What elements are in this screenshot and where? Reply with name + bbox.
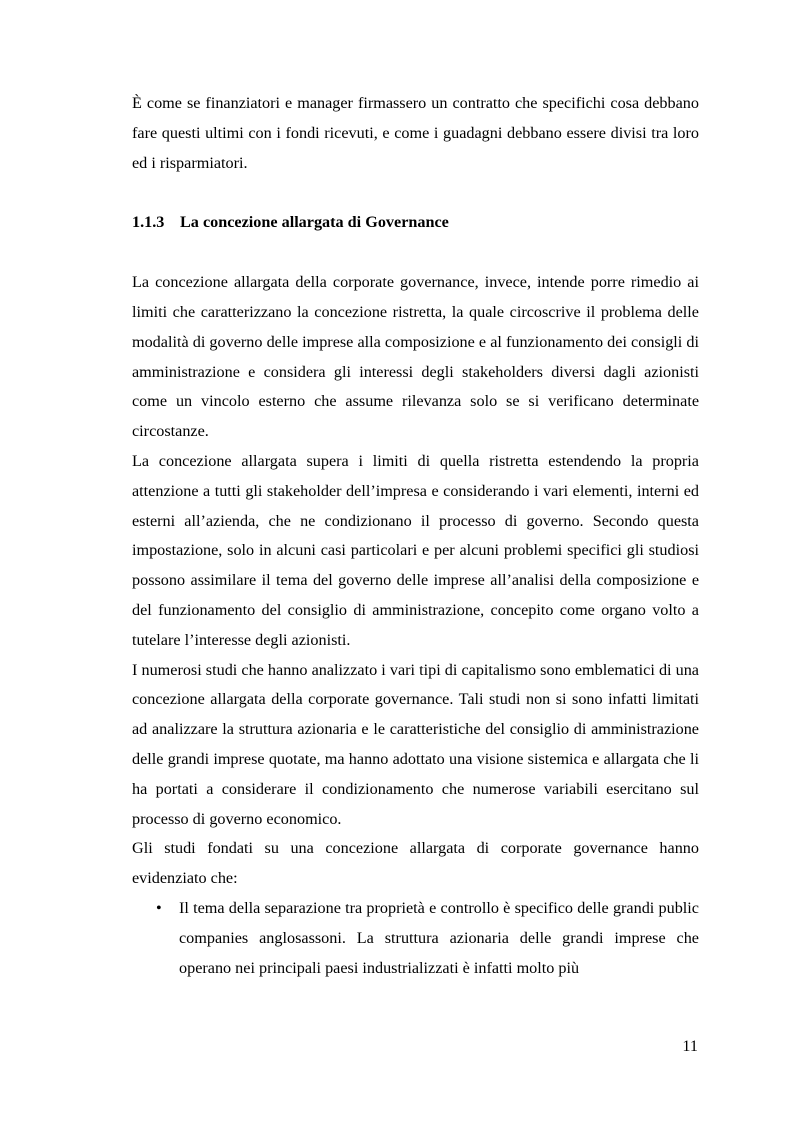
section-heading [132, 208, 699, 238]
paragraph-3: I numerosi studi che hanno analizzato i vari tipi di capitalismo sono emblematici di una concezione allargata della corporate governance. Tali studi non si sono infatti limitati ad analizzare la struttura azionaria e le caratteristiche del consiglio di amministrazione delle grandi imprese quotate, ma hanno adottato una visione sistemica e allargata che li ha portati a considerare il condizionamento che numerose variabili esercitano sul processo di governo economico. [132, 660, 699, 828]
list-item-text: Il tema della separazione tra proprietà e controllo è specifico delle grandi public companies anglosassoni. La struttura azionaria delle grandi imprese che operano nei principali paesi industrializzati è infatti molto più [179, 898, 699, 977]
page-number: 11 [682, 1037, 698, 1055]
page-body [132, 89, 699, 983]
paragraph-4: Gli studi fondati su una concezione allargata di corporate governance hanno evidenziato che: [132, 839, 699, 888]
bullet-icon: • [156, 898, 162, 917]
paragraph-1: La concezione allargata della corporate governance, invece, intende porre rimedio ai limiti che caratterizzano la concezione ristretta, la quale circoscrive il problema delle modalità di governo delle imprese alla composizione e al funzionamento dei consigli di amministrazione e considera gli interessi degli stakeholders diversi dagli azionisti come un vincolo esterno che assume rilevanza solo se si verificano determinate circostanze. [132, 273, 699, 441]
bullet-list [132, 894, 699, 983]
intro-paragraph: È come se finanziatori e manager firmassero un contratto che specifichi cosa debbano fare questi ultimi con i fondi ricevuti, e come i guadagni debbano essere divisi tra loro ed i risparmiatori. [132, 94, 699, 172]
section-title: La concezione allargata di Governance [180, 213, 449, 232]
paragraph-2: La concezione allargata supera i limiti di quella ristretta estendendo la propria attenzione a tutti gli stakeholder dell’impresa e considerando i vari elementi, interni ed esterni all’azienda, che ne condizionano il processo di governo. Secondo questa impostazione, solo in alcuni casi particolari e per alcuni problemi specifici gli studiosi possono assimilare il tema del governo delle imprese all’analisi della composizione e del funzionamento del consiglio di amministrazione, concepito come organo volto a tutelare l’interesse degli azionisti. [132, 451, 699, 649]
list-item [132, 894, 699, 983]
section-number: 1.1.3 [132, 213, 165, 232]
